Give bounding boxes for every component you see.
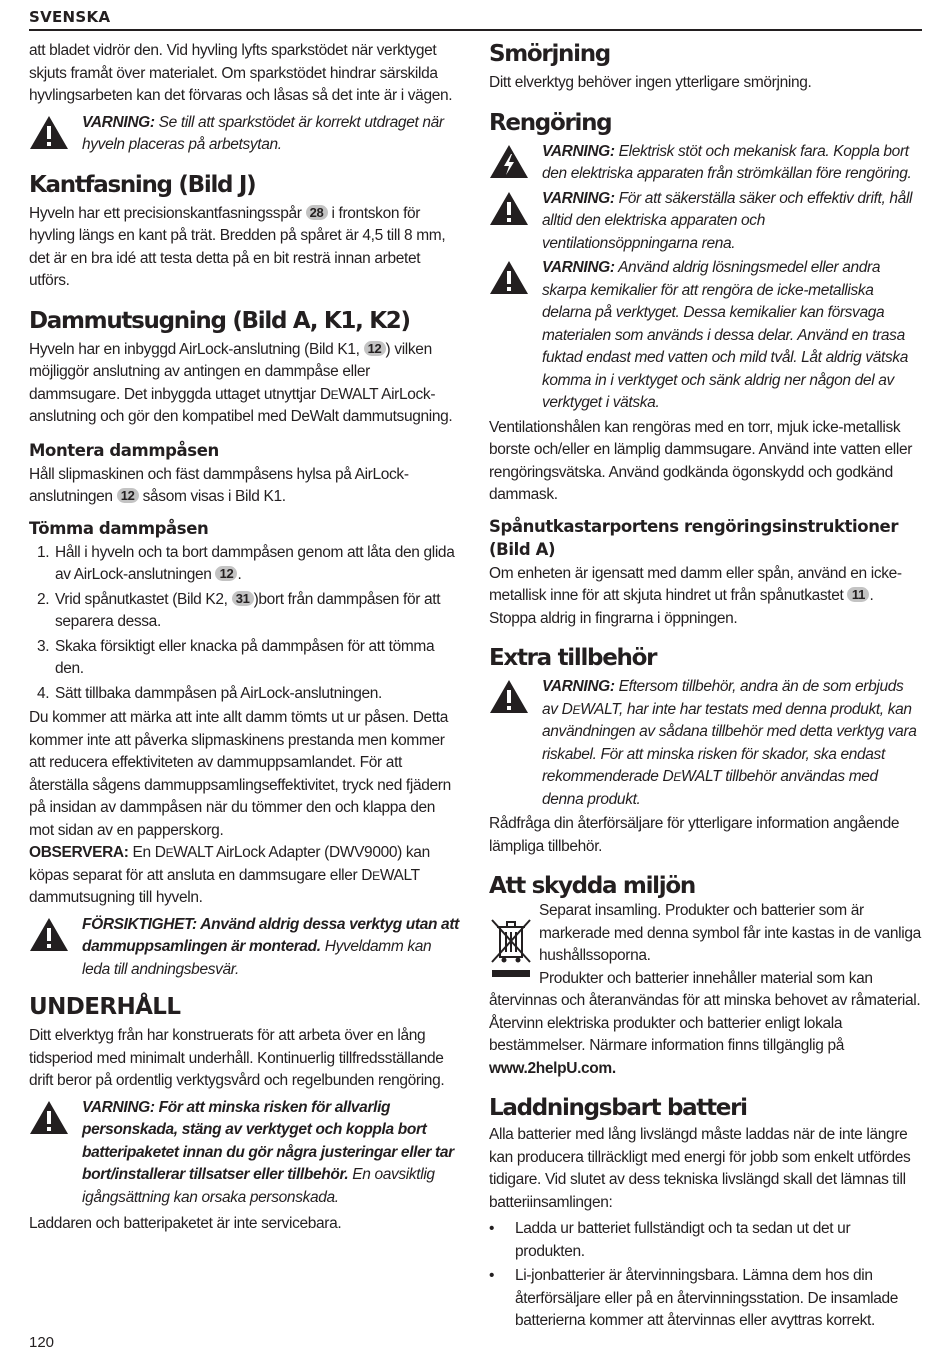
header-rule bbox=[29, 29, 922, 31]
environment-section bbox=[489, 900, 923, 1080]
part-number-badge: 12 bbox=[364, 341, 386, 356]
list-item bbox=[489, 1218, 923, 1263]
text-span: Produkter och batterier innehåller material som kan återvinnas och återanvändas för att minska behovet av råmaterial. Återvinn elektriska produkter och batterier enligt lokala bestämmelser. Närmare information finns tillgänglig på bbox=[489, 969, 921, 1054]
step-number: 2. bbox=[37, 590, 50, 608]
bullet: • bbox=[489, 1220, 495, 1237]
warning-text: För att säkerställa säker och effektiv drift, håll alltid den elektriska apparaten och ventilationsöppningarna rena. bbox=[542, 189, 913, 252]
warning-text: Elektrisk stöt och mekanisk fara. Koppla bort den elektriska apparaten från strömkällan före rengöring. bbox=[542, 142, 912, 182]
smorjning-paragraph: Ditt elverktyg behöver ingen ytterligare smörjning. bbox=[489, 74, 812, 91]
brand-small-e: E bbox=[165, 846, 174, 860]
heading-dammutsugning: Dammutsugning (Bild A, K1, K2) bbox=[29, 307, 410, 334]
heading-spanutkastarport: Spånutkastarportens rengöringsinstruktioner (Bild A) bbox=[489, 516, 899, 559]
warning-label: VARNING: bbox=[542, 678, 615, 695]
text-span: Eftersom tillbehör, andra än de som erbjuds av D bbox=[542, 678, 904, 718]
heading-smorjning: Smörjning bbox=[489, 41, 610, 67]
language-header: SVENSKA bbox=[29, 8, 111, 26]
list-item bbox=[29, 542, 461, 587]
part-number-badge: 31 bbox=[232, 591, 254, 606]
list-item bbox=[29, 636, 461, 681]
text-span: ) vilken möjliggör anslutning av antingen en dammpåse eller dammsugare. Det inbyggda uttaget utnyttjar D bbox=[29, 340, 432, 403]
step-number: 3. bbox=[37, 637, 50, 655]
warning-text: Använd aldrig lösningsmedel eller andra skarpa kemikalier för att rengöra de icke-metalliska delarna på verktyget. Dessa kemikalier kan försvaga materialen som används i dessa delar. Använd en trasa fuktad endast med vatten och mild tvål. Låt aldrig vätska komma in i verktyget och sänk aldrig ner någon del av verktyget i vätska. bbox=[542, 259, 909, 411]
left-column bbox=[29, 40, 461, 1236]
extra-paragraph: Rådfråga din återförsäljare för ytterligare information angående lämpliga tillbehör. bbox=[489, 815, 900, 855]
battery-list bbox=[489, 1218, 923, 1333]
step-number: 4. bbox=[37, 684, 50, 702]
warning-label: VARNING: bbox=[542, 189, 615, 207]
dammutsugning-paragraph bbox=[29, 339, 461, 429]
warning-block bbox=[489, 141, 923, 186]
warning-label: VARNING: bbox=[82, 113, 155, 131]
remark-paragraph: Du kommer att märka att inte allt damm tömts ut ur påsen. Detta kommer inte att påverka slipmaskinens prestanda men kommer att reducera effektiviteten av dammuppsamlandet. För att återställa sågens dammuppsamlingseffektivitet, tryck ned fjädern på insidan av dammpåsen när du tömmer den och klappa den mot sidan av en papperskorg. bbox=[29, 709, 451, 839]
text-span: Hyveln har en inbyggd AirLock-anslutning (Bild K1, bbox=[29, 340, 364, 358]
heading-montera: Montera dammpåsen bbox=[29, 440, 219, 460]
heading-rengoring: Rengöring bbox=[489, 109, 612, 136]
warning-label: VARNING: bbox=[542, 259, 615, 276]
brand-small-e: E bbox=[330, 387, 339, 402]
text-span: . Stoppa aldrig in fingrarna i öppningen. bbox=[489, 587, 874, 627]
text-span: WALT dammutsugning till hyveln. bbox=[29, 866, 420, 906]
service-note: Laddaren och batteripaketet är inte servicebara. bbox=[29, 1215, 342, 1232]
bullet-text: Ladda ur batteriet fullständigt och ta sedan ut det ur produkten. bbox=[515, 1220, 851, 1260]
electric-shock-warning-icon bbox=[489, 141, 542, 184]
warning-block bbox=[489, 188, 923, 256]
step-text: Skaka försiktigt eller knacka på dammpåsen för att tömma den. bbox=[55, 637, 435, 677]
note-label: OBSERVERA: bbox=[29, 844, 129, 861]
rengoring-paragraph: Ventilationshålen kan rengöras med en torr, mjuk icke-metallisk borste och/eller en lämplig dammsugare. Använd inte vatten eller rengöringsvätska. Använd godkända ögonskydd och godkänd dammask. bbox=[489, 418, 913, 503]
warning-triangle-icon bbox=[29, 914, 82, 957]
text-span: WALT AirLock Adapter (DWV9000) kan köpas separat för att ansluta en dammsugare eller D bbox=[29, 844, 430, 884]
miljo-paragraph-2 bbox=[489, 968, 923, 1081]
steps-list bbox=[29, 542, 461, 706]
part-number-badge: 11 bbox=[847, 587, 869, 602]
text-span: )bort från dammpåsen för att separera dessa. bbox=[55, 590, 441, 630]
text-span: WALT tillbehör användas med denna produkt. bbox=[542, 768, 878, 808]
warning-triangle-icon bbox=[29, 1097, 82, 1140]
warning-text: En oavsiktlig igångsättning kan orsaka personskada. bbox=[82, 1166, 435, 1206]
caution-text: Hyveldamm kan leda till andningsbesvär. bbox=[82, 938, 432, 978]
right-column bbox=[489, 40, 923, 1335]
step-number: 1. bbox=[37, 543, 50, 561]
caution-block bbox=[29, 914, 461, 982]
heading-underhall: UNDERHÅLL bbox=[29, 994, 181, 1020]
list-item bbox=[489, 1265, 923, 1333]
caution-label: FÖRSIKTIGHET: Använd aldrig dessa verktyg utan att dammuppsamlingen är monterad. bbox=[82, 915, 459, 955]
part-number-badge: 12 bbox=[117, 488, 139, 503]
warning-triangle-icon bbox=[489, 188, 542, 231]
brand-small-e: E bbox=[673, 770, 682, 784]
underhall-paragraph: Ditt elverktyg från har konstruerats för att arbeta över en lång tidsperiod med minimalt underhåll. Kontinuerlig tillfredsställande drift beror på ordentlig verktygsvård och regelbunden rengöring. bbox=[29, 1027, 445, 1089]
text-span: såsom visas i Bild K1. bbox=[138, 488, 286, 505]
intro-paragraph: att bladet vidrör den. Vid hyvling lyfts sparkstödet när verktyget skjuts framåt över materialet. Om sparkstödet hindrar särskilda hyvlingsarbeten kan det förvaras och låsas så det inte är i vägen. bbox=[29, 42, 453, 104]
text-span: Vrid spånutkastet (Bild K2, bbox=[55, 590, 232, 608]
warning-label: VARNING: bbox=[542, 142, 615, 160]
warning-block bbox=[489, 257, 923, 415]
warning-block bbox=[29, 1097, 461, 1210]
part-number-badge: 28 bbox=[306, 205, 328, 220]
warning-text: Se till att sparkstödet är korrekt utdraget när hyveln placeras på arbetsytan. bbox=[82, 113, 444, 153]
bullet: • bbox=[489, 1267, 495, 1284]
heading-miljo: Att skydda miljön bbox=[489, 873, 695, 899]
warning-label: VARNING: För att minska risken för allvarlig personskada, stäng av verktyget och koppla bort batteripaketet innan du gör några justeringar eller tar bort/installerar tillsatser eller tillbehör. bbox=[82, 1098, 454, 1183]
warning-block bbox=[29, 112, 461, 157]
warning-block bbox=[489, 676, 923, 811]
list-item bbox=[29, 589, 461, 634]
text-span: i frontskon för hyvling längs en kant på trät. Bredden på spåret är 4,5 till 8 mm, det är en bra idé att testa detta på en bit resträ innan arbetet utförs. bbox=[29, 204, 446, 289]
warning-triangle-icon bbox=[489, 257, 542, 300]
bullet-text: Li-jonbatterier är återvinningsbara. Lämna dem hos din återförsäljare eller på en återvinningsstation. De insamlade batterierna kommer att återvinnas eller avyttras korrekt. bbox=[515, 1267, 899, 1329]
heading-extra-tillbehor: Extra tillbehör bbox=[489, 645, 657, 671]
brand-small-e: E bbox=[372, 868, 380, 883]
text-span: En D bbox=[128, 844, 166, 861]
heading-batteri: Laddningsbart batteri bbox=[489, 1095, 747, 1121]
text-span: Hyveln har ett precisionskantfasningsspår bbox=[29, 204, 306, 222]
list-item bbox=[29, 683, 461, 706]
batteri-paragraph: Alla batterier med lång livslängd måste laddas när de inte längre kan producera tillräckligt med energi för jobb som enkelt utfördes tidigare. Vid slutet av dess tekniska livslängd skall det lämnas till batteriinsamlingen: bbox=[489, 1126, 911, 1211]
part-number-badge: 12 bbox=[215, 566, 237, 581]
page-number: 120 bbox=[29, 1334, 55, 1351]
heading-kantfasning: Kantfasning (Bild J) bbox=[29, 171, 256, 198]
brand-small-e: E bbox=[572, 702, 581, 717]
text-span: . bbox=[237, 566, 242, 583]
kantfasning-paragraph bbox=[29, 203, 461, 293]
crossed-bin-icon bbox=[489, 918, 535, 985]
step-text: Sätt tillbaka dammpåsen på AirLock-anslutningen. bbox=[55, 684, 382, 702]
warning-triangle-icon bbox=[29, 112, 82, 155]
text-span: WALT, har inte har testats med denna produkt, kan användningen av sådana tillbehör med detta verktyg vara riskabel. För att minska risken för skador, ska endast rekommenderade D bbox=[542, 700, 917, 785]
website-link[interactable]: www.2helpU.com. bbox=[489, 1059, 616, 1077]
warning-triangle-icon bbox=[489, 676, 542, 719]
text-span: WALT AirLock-anslutning och gör den kompatibel med DeWalt dammutsugning. bbox=[29, 385, 453, 425]
miljo-paragraph-1: Separat insamling. Produkter och batterier som är markerade med denna symbol får inte kastas in de vanliga hushållssoporna. bbox=[539, 902, 921, 964]
observera-paragraph bbox=[29, 842, 461, 910]
text-span: Om enheten är igensatt med damm eller spån, använd en icke-metallisk inne för att skjuta hindret ut från spånutkastet bbox=[489, 564, 902, 604]
montera-paragraph bbox=[29, 464, 461, 509]
text-span: Håll i hyveln och ta bort dammpåsen genom att låta den glida av AirLock-anslutningen bbox=[55, 543, 455, 583]
heading-tomma: Tömma dammpåsen bbox=[29, 518, 209, 538]
spanut-paragraph bbox=[489, 563, 923, 631]
text-span: Håll slipmaskinen och fäst dammpåsens hylsa på AirLock-anslutningen bbox=[29, 465, 409, 505]
